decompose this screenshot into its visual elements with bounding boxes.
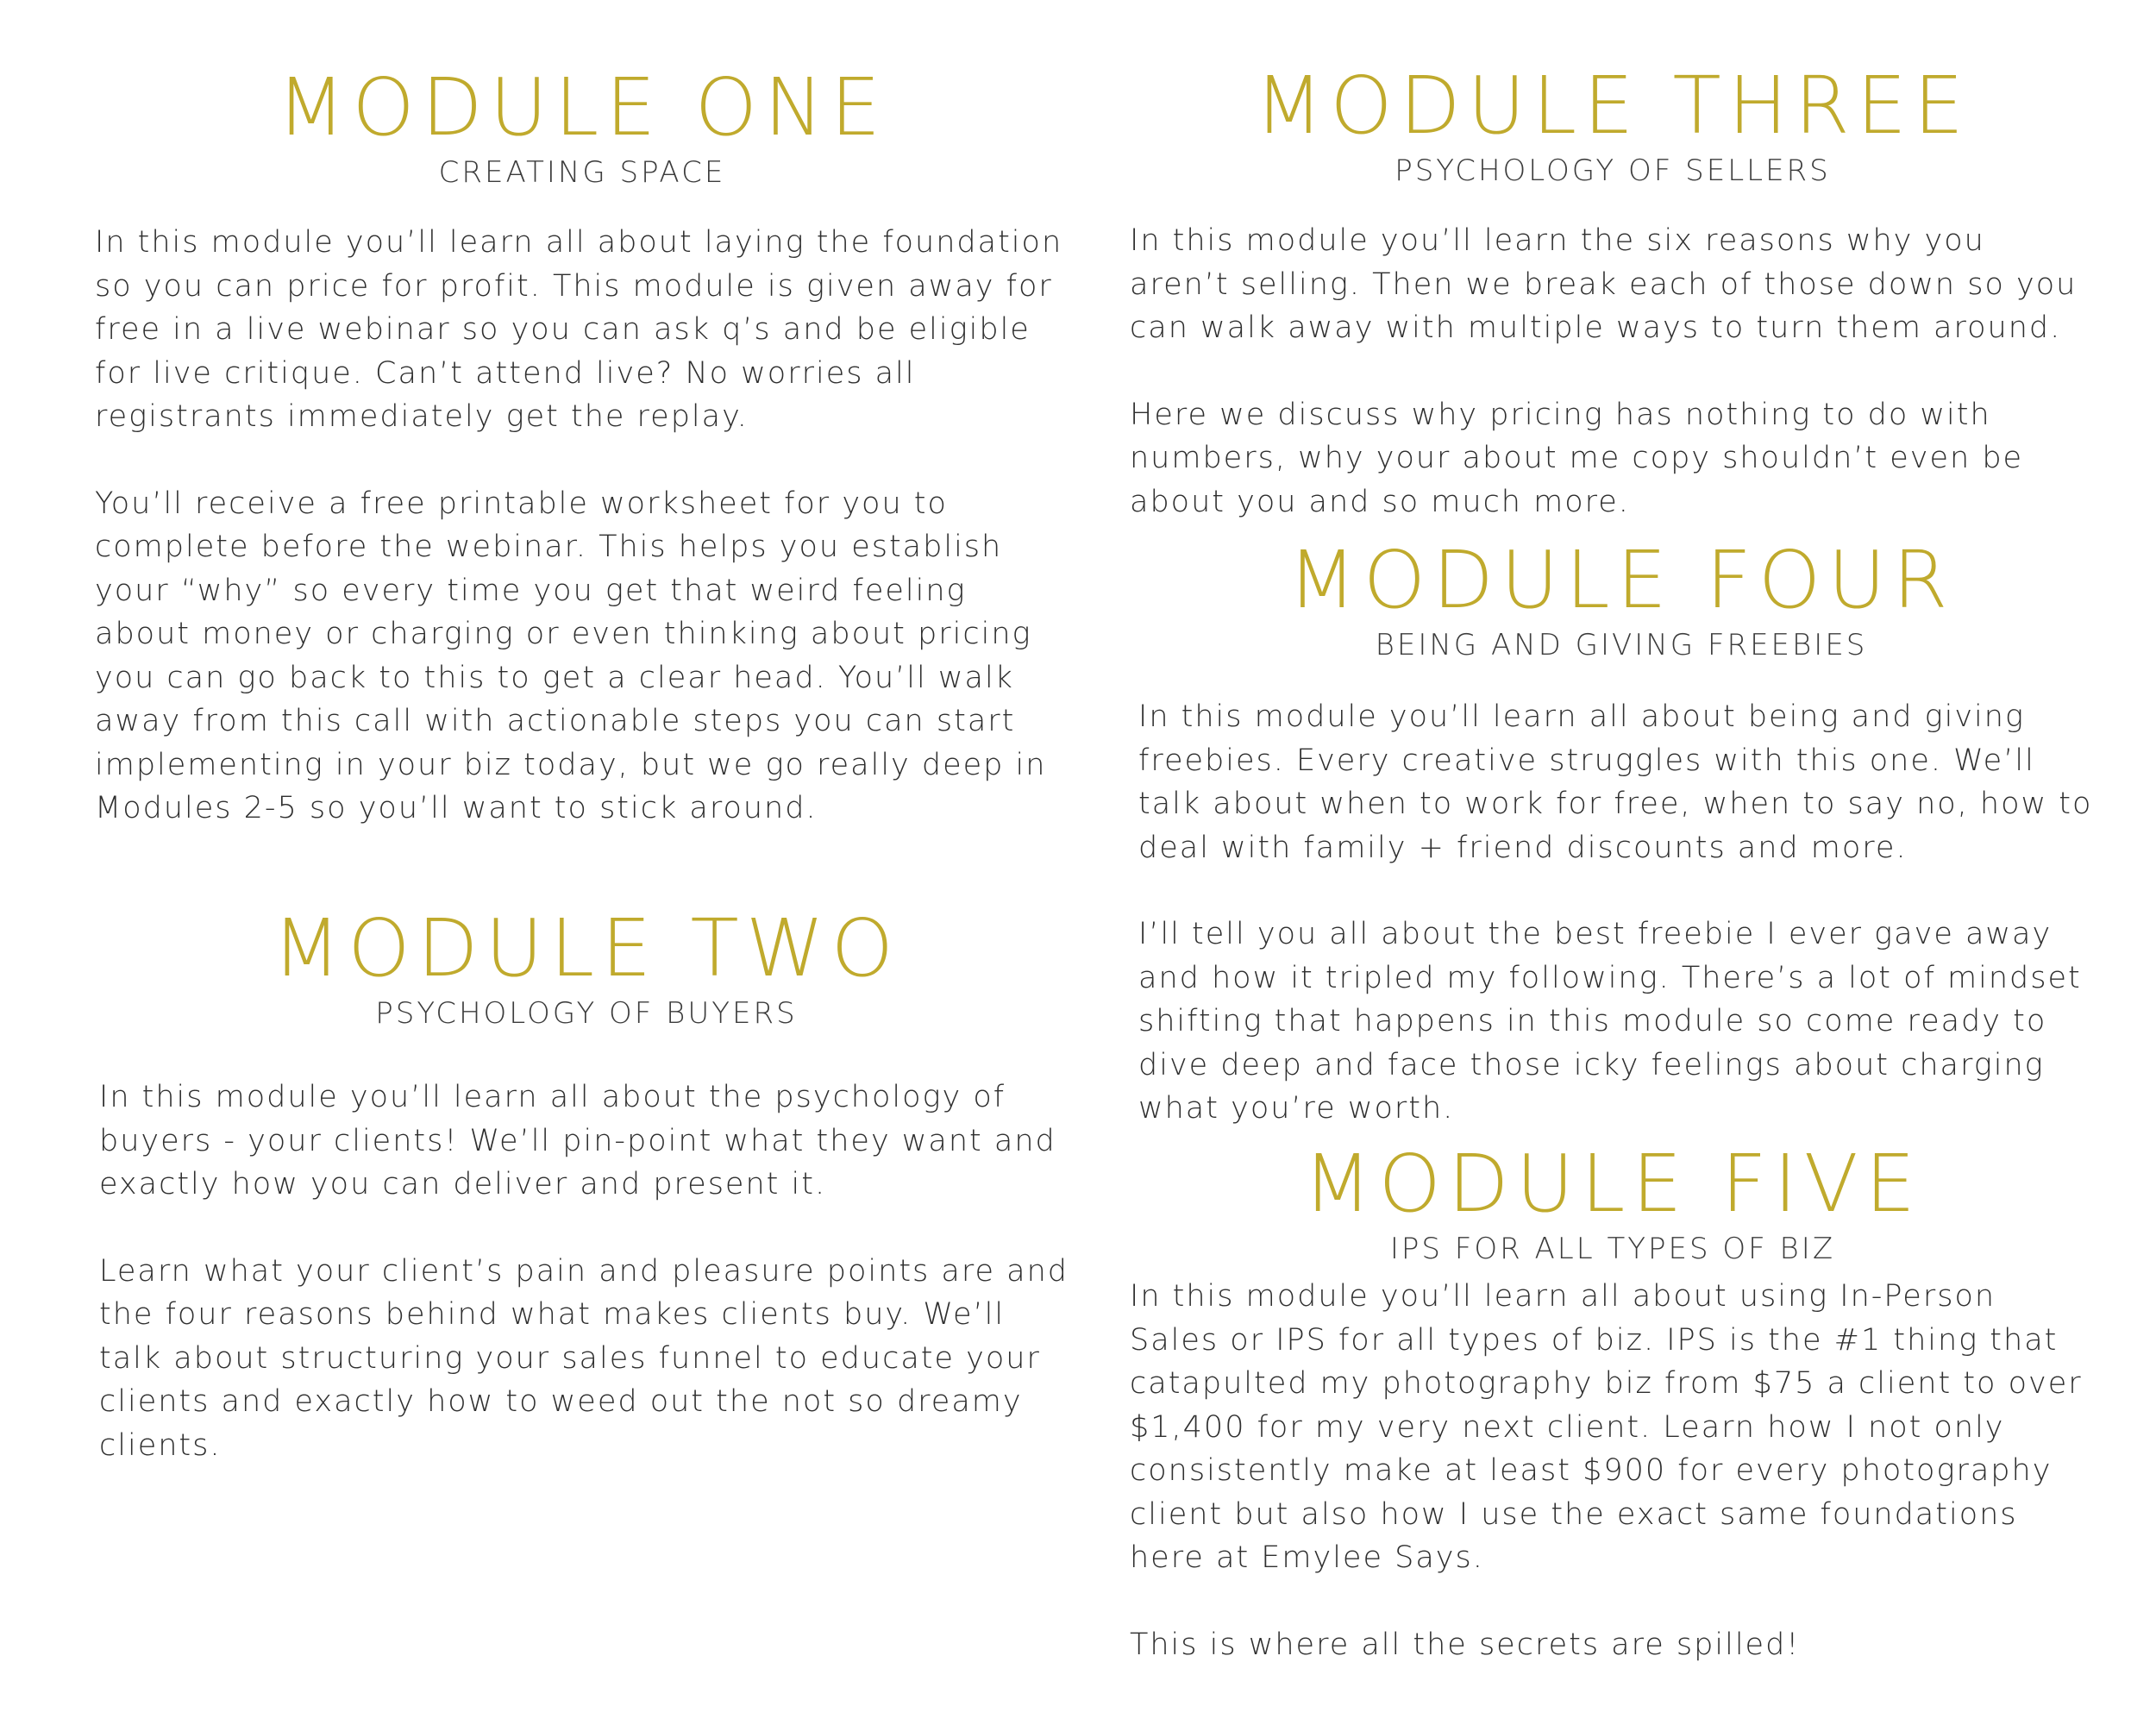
module-title: MODULE FIVE [1303,1138,1922,1230]
module-subtitle: PSYCHOLOGY OF SELLERS [1395,154,1831,188]
module-subtitle: CREATING SPACE [438,155,726,190]
module-description [1130,1275,2096,1666]
module-one-section [95,60,1069,831]
module-paragraph: In this module you’ll learn all about using In-Person Sales or IPS for all types of biz. IPS is the #1 thing that catapulted my photography biz from $75 a client to over $1,400 for my very next client. Learn how I not only consistently make at least $900 for every photography client but also how I use the exact same foundations here at Emylee Says. [1130,1279,2083,1575]
module-paragraph: In this module you’ll learn all about the psychology of buyers - your clients! We’ll pin-point what they want and exactly how you can deliver and present it. [99,1080,1056,1201]
module-five-section [1130,1137,2096,1666]
module-subtitle: PSYCHOLOGY OF BUYERS [375,996,798,1031]
module-paragraph: This is where all the secrets are spilled! [1130,1627,1801,1662]
module-paragraph: In this module you’ll learn all about laying the foundation so you can price for profit. This module is given away for free in a live webinar so you can ask q’s and be eligible for live critique. Can’t attend live? No worries all registrants immediately get the replay. [95,225,1063,434]
module-description [1138,695,2104,1131]
module-description [99,1076,1074,1467]
module-subtitle: BEING AND GIVING FREEBIES [1375,628,1868,662]
module-paragraph: In this module you’ll learn all about being and giving freebies. Every creative struggles with this one. We’ll talk about when to work for free, when to say no, how to deal with family + friend discounts and more. [1138,699,2093,865]
module-title: MODULE ONE [277,61,887,154]
module-two-section [99,901,1074,1467]
module-description [1130,219,2096,524]
module-paragraph: You’ll receive a free printable worksheet for you to complete before the webinar. This helps you establish your “why” so every time you get that weird feeling about money or charging or even thinking about pricing you can go back to this to get a clear head. You’ll walk away from this call with actionable steps you can start implementing in your biz today, but we go really deep in Modules 2-5 so you’ll want to stick around. [95,486,1047,825]
module-subtitle: IPS FOR ALL TYPES OF BIZ [1389,1232,1836,1266]
module-description [95,221,1069,831]
module-three-section [1130,59,2096,524]
module-paragraph: In this module you’ll learn the six reasons why you aren’t selling. Then we break each of those down so you can walk away with multiple ways to turn them around. [1130,223,2078,345]
module-four-section [1138,533,2104,1131]
module-paragraph: I’ll tell you all about the best freebie I ever gave away and how it tripled my following. There’s a lot of mindset shifting that happens in this module so come ready to dive deep and face those icky feelings about charging what you’re worth. [1138,917,2082,1126]
module-title: MODULE TWO [272,902,901,994]
module-paragraph: Learn what your client’s pain and pleasure points are and the four reasons behind what makes clients buy. We’ll talk about structuring your sales funnel to educate your clients and exactly how to weed out the not so dreamy clients. [99,1253,1069,1463]
module-paragraph: Here we discuss why pricing has nothing to do with numbers, why your about me copy shouldn’t even be about you and so much more. [1130,397,2024,519]
module-title: MODULE THREE [1254,60,1971,152]
module-title: MODULE FOUR [1288,534,1955,626]
